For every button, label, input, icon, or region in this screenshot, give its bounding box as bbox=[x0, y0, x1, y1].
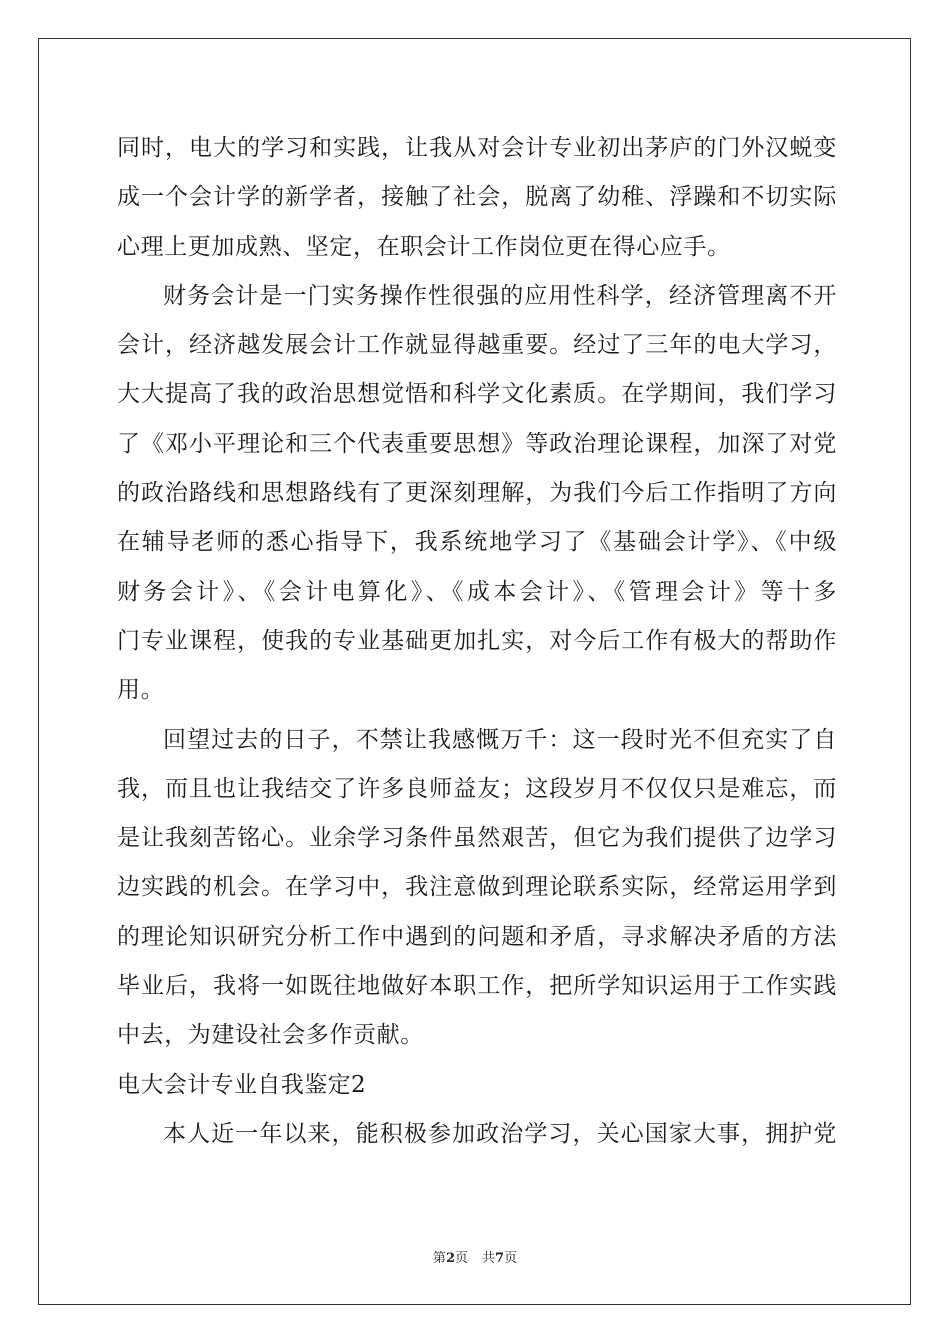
document-body bbox=[117, 124, 837, 1159]
text-line: 了《邓小平理论和三个代表重要思想》等政治理论课程，加深了对党 bbox=[117, 430, 837, 457]
text-line: 财务会计》、《会计电算化》、《成本会计》、《管理会计》等十多 bbox=[117, 578, 837, 605]
text-line: 会计，经济越发展会计工作就显得越重要。经过了三年的电大学习， bbox=[117, 332, 837, 359]
text-line: 我，而且也让我结交了许多良师益友；这段岁月不仅仅只是难忘，而 bbox=[117, 775, 837, 802]
paragraph-start-line: 本人近一年以来，能积极参加政治学习，关心国家大事，拥护党 bbox=[163, 1120, 837, 1147]
text-line: 的政治路线和思想路线有了更深刻理解，为我们今后工作指明了方向 bbox=[117, 480, 837, 507]
section-heading: 电大会计专业自我鉴定2 bbox=[117, 1071, 367, 1098]
text-line: 中去，为建设社会多作贡献。 bbox=[117, 1022, 424, 1049]
footer-page-unit: 页 bbox=[454, 1251, 468, 1266]
text-line: 同时，电大的学习和实践，让我从对会计专业初出茅庐的门外汉蜕变 bbox=[117, 135, 837, 161]
text-line: 用。 bbox=[117, 677, 165, 704]
text-line: 的理论知识研究分析工作中遇到的问题和矛盾，寻求解决矛盾的方法 bbox=[117, 923, 837, 950]
text-line: 是让我刻苦铭心。业余学习条件虽然艰苦，但它为我们提供了边学习 bbox=[117, 825, 837, 852]
text-line: 边实践的机会。在学习中，我注意做到理论联系实际，经常运用学到 bbox=[117, 874, 837, 901]
current-page-number: 2 bbox=[445, 1251, 455, 1266]
footer-prefix: 第 bbox=[432, 1251, 446, 1266]
text-line: 在辅导老师的悉心指导下，我系统地学习了《基础会计学》、《中级 bbox=[117, 529, 837, 556]
page-footer bbox=[0, 1247, 950, 1266]
paragraph-start-line: 财务会计是一门实务操作性很强的应用性科学，经济管理离不开 bbox=[163, 282, 837, 309]
footer-total-unit: 页 bbox=[504, 1251, 518, 1266]
text-line: 毕业后，我将一如既往地做好本职工作，把所学知识运用于工作实践 bbox=[117, 973, 837, 1000]
text-line: 大大提高了我的政治思想觉悟和科学文化素质。在学期间，我们学习 bbox=[117, 381, 837, 408]
total-page-number: 7 bbox=[495, 1251, 505, 1266]
text-line: 成一个会计学的新学者，接触了社会，脱离了幼稚、浮躁和不切实际 bbox=[117, 184, 837, 211]
text-line: 心理上更加成熟、坚定，在职会计工作岗位更在得心应手。 bbox=[117, 233, 731, 260]
footer-total-prefix: 共 bbox=[482, 1251, 496, 1266]
paragraph-start-line: 回望过去的日子，不禁让我感慨万千：这一段时光不但充实了自 bbox=[163, 726, 837, 753]
text-line: 门专业课程，使我的专业基础更加扎实，对今后工作有极大的帮助作 bbox=[117, 627, 837, 654]
